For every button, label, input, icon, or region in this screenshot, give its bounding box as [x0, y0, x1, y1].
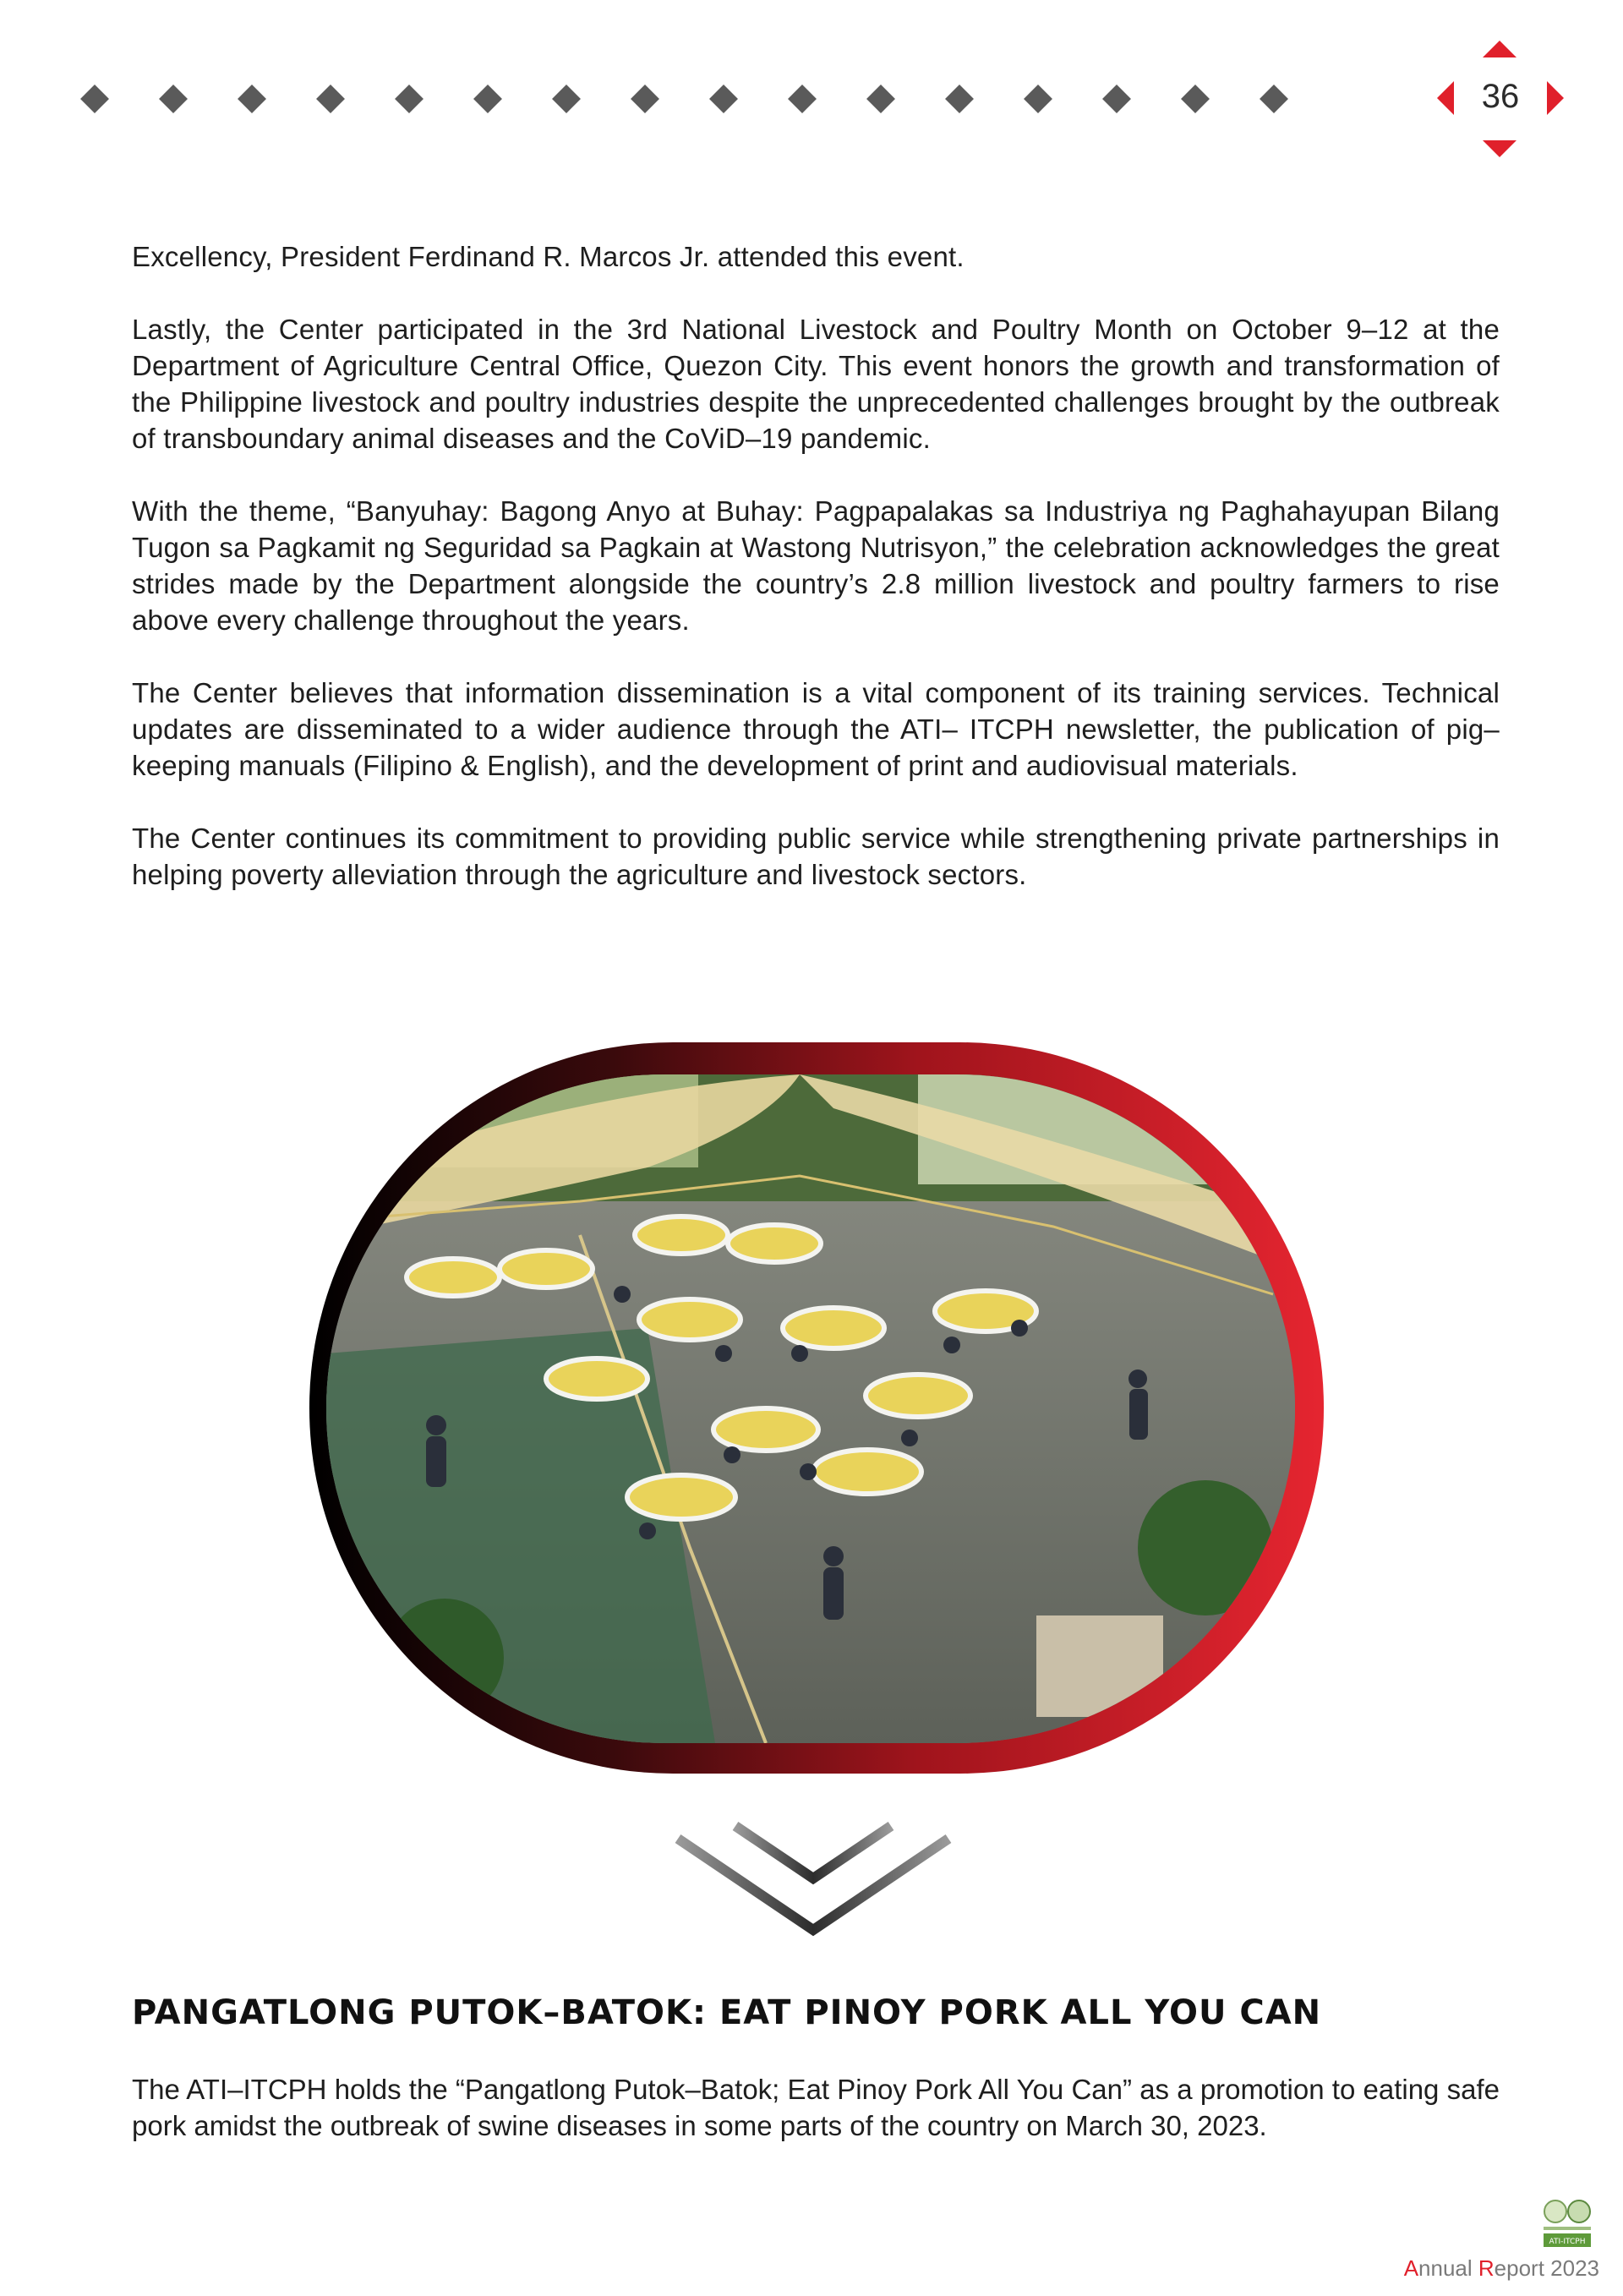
ati-itcph-logo: [1538, 2198, 1596, 2250]
header-diamond: [788, 85, 817, 113]
paragraph-1: Excellency, President Ferdinand R. Marcos Jr. attended this event.: [132, 241, 965, 272]
arrow-down-icon: [1483, 140, 1516, 157]
arrow-left-icon: [1437, 81, 1454, 115]
header-diamond: [1260, 85, 1288, 113]
body-text: [132, 238, 1500, 929]
header-diamond: [473, 85, 502, 113]
header-diamond: [1024, 85, 1052, 113]
header-diamond: [316, 85, 345, 113]
event-photo-illustration: [326, 1074, 1295, 1743]
header-diamond: [1181, 85, 1210, 113]
paragraph-5: The Center continues its commitment to providing public service while strengthening private partnerships in helping poverty alleviation through the agriculture and livestock sectors.: [132, 823, 1500, 890]
paragraph-3: With the theme, “Banyuhay: Bagong Anyo at Buhay: Pagpapalakas sa Industriya ng Paghahayupan Bilang Tugon sa Pagkamit ng Seguridad sa Pagkain at Wastong Nutrisyon,” the celebration acknowledges the great strides made by the Department alongside the country’s 2.8 million livestock and poultry farmers to rise above every challenge throughout the years.: [132, 495, 1500, 636]
arrow-right-icon: [1547, 81, 1564, 115]
section-heading: PANGATLONG PUTOK–BATOK: EAT PINOY PORK ALL YOU CAN: [132, 1993, 1322, 2032]
chevron-down-icon: [674, 1818, 953, 1944]
header-diamond: [238, 85, 266, 113]
header-diamond: [945, 85, 974, 113]
header-diamond-row: [85, 85, 1302, 114]
footer-annual: nnual: [1418, 2255, 1478, 2281]
event-photo: [326, 1074, 1295, 1743]
footer-annual-report: [1404, 2255, 1599, 2282]
footer-letter-r: R: [1478, 2255, 1495, 2281]
footer-report-year: eport 2023: [1494, 2255, 1599, 2281]
logo-text: ATI-ITCPH: [1549, 2238, 1586, 2246]
header-diamond: [80, 85, 109, 113]
event-photo-frame: [309, 1042, 1324, 1774]
page-number: 36: [1481, 78, 1520, 115]
header-diamond: [395, 85, 424, 113]
paragraph-4: The Center believes that information dissemination is a vital component of its training services. Technical updates are disseminated to a wider audience through the ATI– ITCPH newsletter, the publication of pig–keeping manuals (Filipino & English), and the development of print and audiovisual materials.: [132, 677, 1500, 781]
page-number-indicator: [1437, 37, 1564, 164]
header-diamond: [159, 85, 188, 113]
header-diamond: [866, 85, 895, 113]
header-diamond: [1102, 85, 1131, 113]
footer-letter-a: A: [1403, 2255, 1419, 2281]
header-diamond: [631, 85, 659, 113]
arrow-up-icon: [1483, 41, 1516, 57]
section-paragraph: The ATI–ITCPH holds the “Pangatlong Putok–Batok; Eat Pinoy Pork All You Can” as a promotion to eating safe pork amidst the outbreak of swine diseases in some parts of the country on March 30, 2023.: [132, 2074, 1500, 2141]
header-diamond: [709, 85, 738, 113]
header-diamond: [552, 85, 581, 113]
paragraph-2: Lastly, the Center participated in the 3rd National Livestock and Poultry Month on October 9–12 at the Department of Agriculture Central Office, Quezon City. This event honors the growth and transformation of the Philippine livestock and poultry industries despite the unprecedented challenges brought by the outbreak of transboundary animal diseases and the CoViD–19 pandemic.: [132, 314, 1500, 454]
